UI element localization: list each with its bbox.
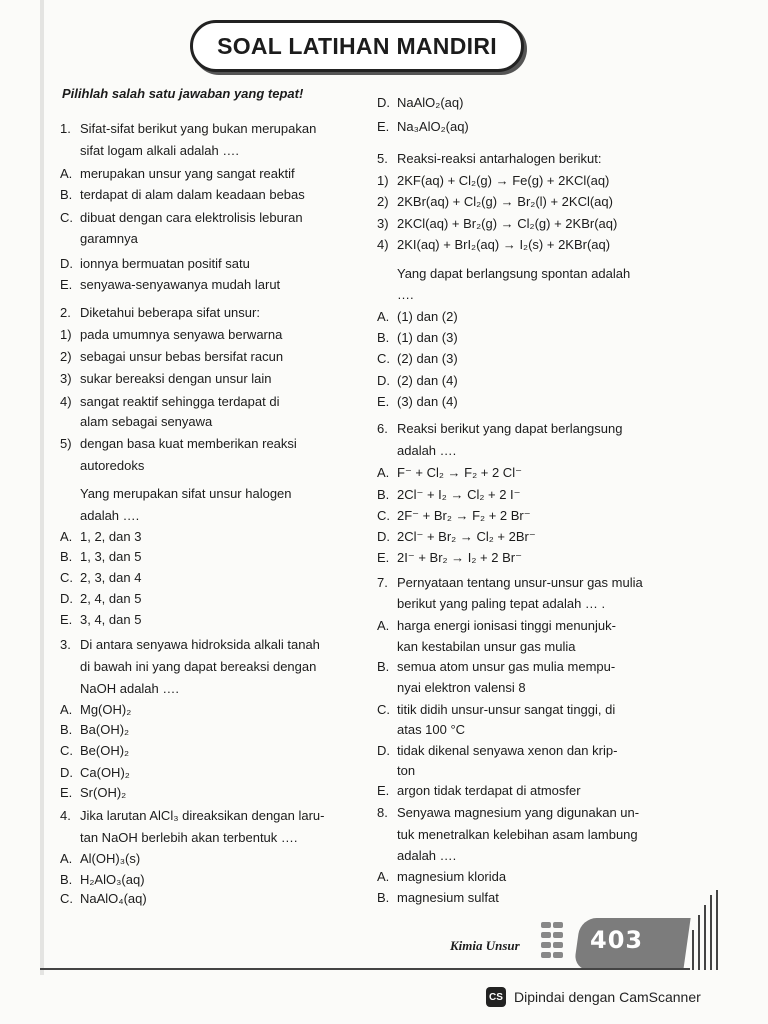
- item-text: harga energi ionisasi tinggi menunjuk-: [397, 618, 616, 633]
- item-marker: B.: [60, 722, 73, 737]
- item-marker: A.: [377, 618, 390, 633]
- right-text-line: [377, 440, 456, 461]
- right-text-line: [377, 740, 617, 761]
- item-text: di bawah ini yang dapat bereaksi dengan: [80, 659, 317, 674]
- item-marker: C.: [60, 570, 73, 585]
- bottom-rule: [40, 968, 690, 970]
- page-number: 403: [590, 926, 644, 954]
- item-text: (2) dan (4): [397, 373, 458, 388]
- left-text-line: [60, 656, 316, 677]
- right-text-line: [377, 547, 522, 568]
- item-text: semua atom unsur gas mulia mempu-: [397, 659, 616, 674]
- right-text-line: [377, 824, 638, 845]
- left-text-line: [60, 526, 141, 547]
- left-text-line: [60, 163, 295, 184]
- item-marker: D.: [60, 256, 73, 271]
- right-text-line: [377, 615, 616, 636]
- item-marker: A.: [60, 529, 73, 544]
- item-marker: D.: [377, 373, 390, 388]
- left-text-line: [60, 678, 179, 699]
- left-text-line: [60, 324, 282, 345]
- item-marker: A.: [377, 465, 390, 480]
- item-text: Mg(OH)₂: [80, 702, 132, 717]
- item-text: 2, 4, dan 5: [80, 591, 142, 606]
- item-text: ionnya bermuatan positif satu: [80, 256, 250, 271]
- item-text: F⁻ + Cl₂ → F₂ + 2 Cl⁻: [397, 465, 522, 480]
- item-marker: 3): [377, 216, 389, 231]
- right-text-line: [377, 418, 622, 439]
- item-text: argon tidak terdapat di atmosfer: [397, 783, 581, 798]
- item-text: tidak dikenal senyawa xenon dan krip-: [397, 743, 618, 758]
- right-text-line: [377, 780, 581, 801]
- item-marker: E.: [377, 119, 390, 134]
- item-text: 2, 3, dan 4: [80, 570, 142, 585]
- right-text-line: [377, 391, 458, 412]
- right-text-line: [377, 263, 630, 284]
- right-text-line: [377, 234, 610, 255]
- left-text-line: [60, 699, 131, 720]
- item-text: Senyawa magnesium yang digunakan un-: [397, 805, 640, 820]
- left-text-line: [60, 505, 139, 526]
- item-text: 2F⁻ + Br₂ → F₂ + 2 Br⁻: [397, 508, 531, 523]
- item-text: Be(OH)₂: [80, 743, 130, 758]
- left-text-line: [60, 391, 279, 412]
- item-marker: 1): [377, 173, 389, 188]
- item-text: Sifat-sifat berikut yang bukan merupakan: [80, 121, 317, 136]
- item-text: Ca(OH)₂: [80, 765, 130, 780]
- left-text-line: [60, 888, 147, 909]
- item-marker: 2): [60, 349, 72, 364]
- item-marker: C.: [377, 351, 390, 366]
- left-text-line: [60, 805, 324, 826]
- item-text: 2KBr(aq) + Cl₂(g) → Br₂(l) + 2KCl(aq): [397, 194, 613, 209]
- page-title: SOAL LATIHAN MANDIRI: [217, 32, 497, 59]
- right-text-line: [377, 170, 609, 191]
- left-text-line: [60, 346, 283, 367]
- item-text: 2I⁻ + Br₂ → I₂ + 2 Br⁻: [397, 550, 522, 565]
- item-text: 2KI(aq) + BrI₂(aq) → I₂(s) + 2KBr(aq): [397, 237, 611, 252]
- item-text: terdapat di alam dalam keadaan bebas: [80, 187, 305, 202]
- item-text: sebagai unsur bebas bersifat racun: [80, 349, 284, 364]
- item-text: (1) dan (2): [397, 309, 458, 324]
- left-text-line: [60, 433, 297, 454]
- left-text-line: [60, 609, 141, 630]
- right-text-line: [377, 636, 576, 657]
- item-text: dengan basa kuat memberikan reaksi: [80, 436, 297, 451]
- left-text-line: [60, 588, 141, 609]
- right-text-line: [377, 656, 615, 677]
- item-text: Ba(OH)₂: [80, 722, 130, 737]
- camscanner-logo-icon: CS: [486, 987, 506, 1007]
- left-text-line: [60, 567, 141, 588]
- scanner-text: Dipindai dengan CamScanner: [514, 989, 701, 1005]
- item-marker: A.: [60, 851, 73, 866]
- item-marker: C.: [377, 508, 390, 523]
- right-text-line: [377, 148, 602, 169]
- item-marker: E.: [377, 394, 390, 409]
- item-text: Yang merupakan sifat unsur halogen: [80, 486, 292, 501]
- left-text-line: [60, 228, 138, 249]
- right-text-line: [377, 526, 536, 547]
- item-marker: E.: [60, 277, 73, 292]
- item-marker: A.: [60, 702, 73, 717]
- left-text-line: [60, 411, 212, 432]
- item-text: ….: [397, 287, 414, 302]
- item-text: (1) dan (3): [397, 330, 458, 345]
- right-text-line: [377, 370, 458, 391]
- item-text: 2KF(aq) + Cl₂(g) → Fe(g) + 2KCl(aq): [397, 173, 610, 188]
- item-text: autoredoks: [80, 458, 145, 473]
- item-text: garamnya: [80, 231, 138, 246]
- right-text-line: [377, 887, 499, 908]
- book-edge-lines: [688, 890, 728, 970]
- item-marker: 6.: [377, 421, 388, 436]
- item-text: Jika larutan AlCl₃ direaksikan dengan laru-: [80, 808, 325, 823]
- item-marker: 4): [377, 237, 389, 252]
- right-text-line: [377, 484, 521, 505]
- item-text: atas 100 °C: [397, 722, 466, 737]
- left-text-line: [60, 762, 130, 783]
- item-marker: 5.: [377, 151, 388, 166]
- item-marker: B.: [377, 487, 390, 502]
- item-text: NaAlO₄(aq): [80, 891, 147, 906]
- item-text: kan kestabilan unsur gas mulia: [397, 639, 576, 654]
- item-text: ton: [397, 763, 416, 778]
- left-text-line: [60, 782, 126, 803]
- item-marker: C.: [60, 891, 73, 906]
- item-marker: B.: [60, 187, 73, 202]
- scanner-watermark: [486, 987, 701, 1007]
- left-text-line: [60, 740, 129, 761]
- item-text: titik didih unsur-unsur sangat tinggi, di: [397, 702, 616, 717]
- left-text-line: [60, 253, 250, 274]
- left-text-line: [60, 455, 144, 476]
- item-marker: A.: [377, 309, 390, 324]
- instruction: Pilihlah salah satu jawaban yang tepat!: [62, 86, 304, 101]
- item-marker: E.: [60, 612, 73, 627]
- right-text-line: [377, 593, 605, 614]
- item-marker: B.: [60, 549, 73, 564]
- right-text-line: [377, 348, 458, 369]
- item-marker: D.: [377, 529, 390, 544]
- item-text: pada umumnya senyawa berwarna: [80, 327, 283, 342]
- item-text: sangat reaktif sehingga terdapat di: [80, 394, 280, 409]
- left-text-line: [60, 140, 239, 161]
- left-text-line: [60, 546, 141, 567]
- item-text: Di antara senyawa hidroksida alkali tanah: [80, 637, 320, 652]
- item-marker: D.: [377, 95, 390, 110]
- item-text: H₂AlO₃(aq): [80, 872, 145, 887]
- item-marker: C.: [60, 743, 73, 758]
- item-marker: 3): [60, 371, 72, 386]
- right-text-line: [377, 760, 415, 781]
- item-text: 1, 3, dan 5: [80, 549, 142, 564]
- item-marker: 2.: [60, 305, 71, 320]
- right-text-line: [377, 572, 643, 593]
- left-text-line: [60, 827, 298, 848]
- item-text: 3, 4, dan 5: [80, 612, 142, 627]
- item-marker: C.: [60, 210, 73, 225]
- item-text: NaAlO₂(aq): [397, 95, 464, 110]
- right-text-line: [377, 845, 456, 866]
- item-marker: 3.: [60, 637, 71, 652]
- item-text: adalah ….: [397, 848, 457, 863]
- item-text: 1, 2, dan 3: [80, 529, 142, 544]
- item-marker: 8.: [377, 805, 388, 820]
- left-text-line: [60, 869, 145, 890]
- item-marker: A.: [60, 166, 73, 181]
- right-text-line: [377, 505, 531, 526]
- item-marker: C.: [377, 702, 390, 717]
- item-marker: B.: [60, 872, 73, 887]
- item-marker: 2): [377, 194, 389, 209]
- left-text-line: [60, 483, 292, 504]
- item-text: 2KCl(aq) + Br₂(g) → Cl₂(g) + 2KBr(aq): [397, 216, 618, 231]
- item-text: senyawa-senyawanya mudah larut: [80, 277, 281, 292]
- item-marker: 5): [60, 436, 72, 451]
- item-marker: 1.: [60, 121, 71, 136]
- left-text-line: [60, 118, 316, 139]
- left-text-line: [60, 848, 140, 869]
- right-text-line: [377, 116, 469, 137]
- item-marker: A.: [377, 869, 390, 884]
- left-text-line: [60, 719, 129, 740]
- item-marker: D.: [377, 743, 390, 758]
- right-text-line: [377, 306, 458, 327]
- item-text: dibuat dengan cara elektrolisis leburan: [80, 210, 303, 225]
- item-text: berikut yang paling tepat adalah … .: [397, 596, 606, 611]
- right-text-line: [377, 866, 506, 887]
- right-text-line: [377, 92, 463, 113]
- book-title: Kimia Unsur: [450, 938, 520, 953]
- right-text-line: [377, 327, 458, 348]
- item-text: Na₃AlO₂(aq): [397, 119, 469, 134]
- left-text-line: [60, 368, 272, 389]
- item-text: 2Cl⁻ + Br₂ → Cl₂ + 2Br⁻: [397, 529, 536, 544]
- item-text: tan NaOH berlebih akan terbentuk ….: [80, 830, 298, 845]
- item-text: sukar bereaksi dengan unsur lain: [80, 371, 272, 386]
- right-text-line: [377, 699, 615, 720]
- item-text: Diketahui beberapa sifat unsur:: [80, 305, 260, 320]
- item-text: NaOH adalah ….: [80, 681, 179, 696]
- item-text: Al(OH)₃(s): [80, 851, 141, 866]
- left-text-line: [60, 302, 260, 323]
- item-text: (2) dan (3): [397, 351, 458, 366]
- right-text-line: [377, 191, 613, 212]
- item-text: Sr(OH)₂: [80, 785, 127, 800]
- item-text: (3) dan (4): [397, 394, 458, 409]
- item-marker: D.: [60, 765, 73, 780]
- item-marker: E.: [377, 783, 390, 798]
- item-marker: 4.: [60, 808, 71, 823]
- item-text: Reaksi berikut yang dapat berlangsung: [397, 421, 623, 436]
- item-text: magnesium sulfat: [397, 890, 499, 905]
- title-banner: [190, 20, 524, 72]
- item-marker: 4): [60, 394, 72, 409]
- left-text-line: [60, 184, 305, 205]
- item-marker: E.: [377, 550, 390, 565]
- item-marker: B.: [377, 659, 390, 674]
- item-text: merupakan unsur yang sangat reaktif: [80, 166, 295, 181]
- item-text: alam sebagai senyawa: [80, 414, 213, 429]
- right-text-line: [377, 802, 639, 823]
- item-text: tuk menetralkan kelebihan asam lambung: [397, 827, 638, 842]
- item-text: 2Cl⁻ + I₂ → Cl₂ + 2 I⁻: [397, 487, 521, 502]
- item-marker: 1): [60, 327, 72, 342]
- item-marker: D.: [60, 591, 73, 606]
- item-text: magnesium klorida: [397, 869, 507, 884]
- left-text-line: [60, 274, 280, 295]
- right-text-line: [377, 677, 526, 698]
- item-text: Pernyataan tentang unsur-unsur gas mulia: [397, 575, 643, 590]
- item-marker: E.: [60, 785, 73, 800]
- left-text-line: [60, 634, 320, 655]
- page-spine-shadow: [40, 0, 44, 975]
- right-text-line: [377, 213, 617, 234]
- item-marker: B.: [377, 330, 390, 345]
- item-text: Yang dapat berlangsung spontan adalah: [397, 266, 631, 281]
- right-text-line: [377, 719, 465, 740]
- item-marker: B.: [377, 890, 390, 905]
- item-text: adalah ….: [397, 443, 457, 458]
- left-text-line: [60, 207, 303, 228]
- item-marker: 7.: [377, 575, 388, 590]
- item-text: nyai elektron valensi 8: [397, 680, 526, 695]
- item-text: sifat logam alkali adalah ….: [80, 143, 239, 158]
- item-text: adalah ….: [80, 508, 140, 523]
- item-text: Reaksi-reaksi antarhalogen berikut:: [397, 151, 602, 166]
- right-text-line: [377, 462, 522, 483]
- right-text-line: [377, 284, 414, 305]
